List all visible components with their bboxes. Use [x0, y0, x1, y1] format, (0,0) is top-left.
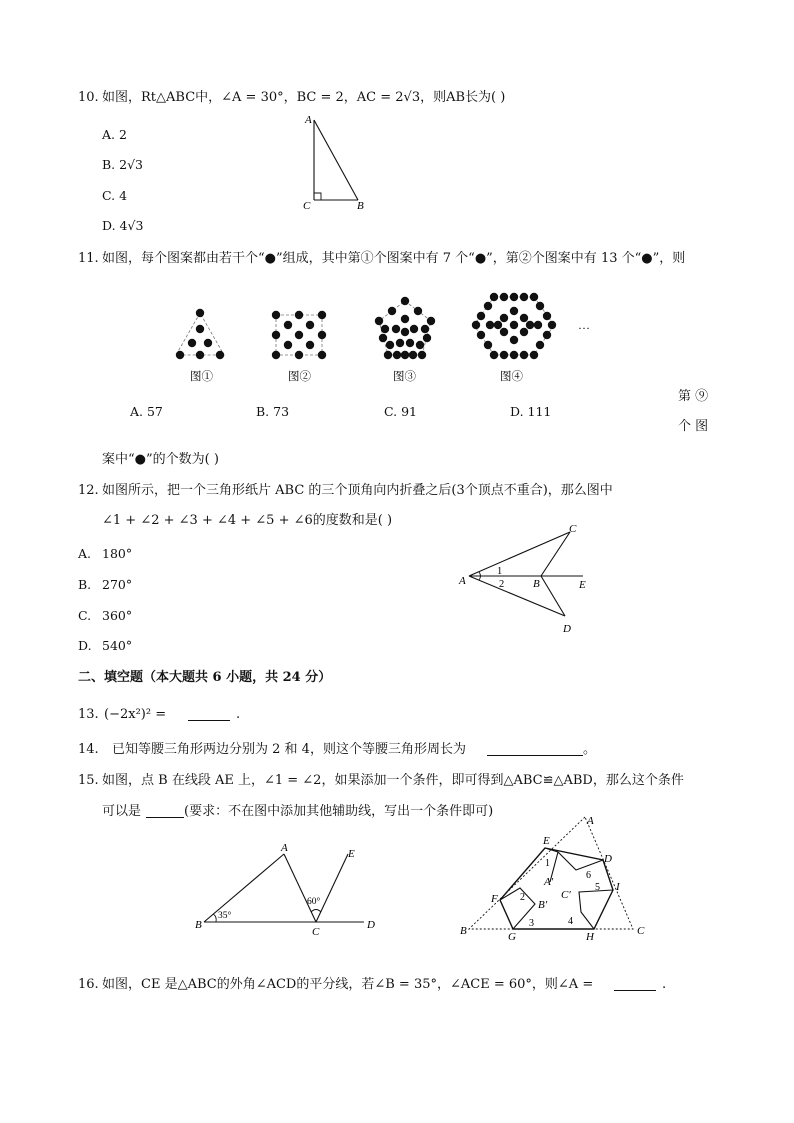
pattern-4-dot: [510, 321, 518, 329]
q12-label-c: C: [569, 523, 577, 535]
pattern-4-dot: [530, 351, 538, 359]
pattern-4-dot: [500, 328, 508, 336]
pattern-4-dot: [520, 351, 528, 359]
q16-number: 16.: [78, 977, 99, 992]
q14-stem: 已知等腰三角形两边分别为 2 和 4，则这个等腰三角形周长为: [112, 742, 466, 757]
q15-number: 15.: [78, 773, 99, 788]
q12-segment-ad: [469, 576, 565, 616]
pattern-3-dot: [401, 328, 409, 336]
pattern-4-dot: [520, 314, 528, 322]
q13-number: 13.: [78, 707, 99, 722]
q12-option-d-letter: D.: [78, 638, 92, 653]
q16-answer-blank[interactable]: [614, 977, 656, 991]
pattern-3-dot: [410, 325, 418, 333]
q10-number: 10.: [78, 90, 99, 105]
q11-stem: 如图，每个图案都由若干个“●”组成，其中第①个图案中有 7 个“●”，第②个图案中有 13 个“●”，则: [102, 251, 686, 266]
pattern-3-dot: [392, 325, 400, 333]
pattern-1-dot: [196, 351, 204, 359]
pattern-4-dot: [526, 321, 534, 329]
pattern-4-dot: [543, 312, 551, 320]
q11-side-text-2: 个 图: [678, 419, 709, 434]
q16-label-e: E: [348, 848, 355, 860]
q16-label-d: D: [367, 919, 375, 931]
q12-option-c-value: 360°: [102, 608, 133, 623]
pattern-3-dot: [393, 351, 401, 359]
q16-stem: 如图，CE 是△ABC的外角∠ACD的平分线，若∠B = 35°，∠ACE = 60°，则∠A =: [102, 977, 594, 992]
q10-label-a: A: [305, 114, 312, 126]
q16-end-mark: .: [662, 977, 667, 992]
fold-angle-5: 5: [595, 882, 600, 893]
q12-option-b-letter: B.: [78, 577, 92, 592]
q13-end-mark: .: [236, 707, 241, 722]
q12-number: 12.: [78, 483, 99, 498]
q12-label-1: 1: [497, 566, 503, 577]
q10-option-a: A. 2: [102, 127, 127, 142]
pattern-2-dot: [272, 351, 280, 359]
q12-label-e: E: [579, 579, 586, 591]
fold-label-i: I: [616, 881, 620, 893]
pattern-4-dot: [490, 351, 498, 359]
pattern-4-dot: [484, 341, 492, 349]
pattern-3-dot: [375, 317, 383, 325]
fold-angle-4: 4: [568, 916, 573, 927]
pattern-1-dot: [176, 351, 184, 359]
pattern-4-dot: [477, 312, 485, 320]
pattern-4-dot: [510, 351, 518, 359]
q10-stem: 如图，Rt△ABC中，∠A = 30°，BC = 2，AC = 2√3，则AB长为( ): [102, 90, 506, 105]
q11-option-d: D. 111: [510, 404, 552, 419]
q15-answer-blank[interactable]: [146, 804, 184, 818]
fold-angle-1: 1: [545, 858, 550, 869]
pattern-3-dot: [388, 307, 396, 315]
pattern-4-dot: [548, 321, 556, 329]
pattern-4-dot: [520, 293, 528, 301]
q16-label-b: B: [195, 919, 202, 931]
pattern-3-dot: [384, 351, 392, 359]
pattern-4-dot: [500, 293, 508, 301]
pattern-4-dot: [536, 302, 544, 310]
pattern-3-dot: [401, 351, 409, 359]
q12-option-c-letter: C.: [78, 608, 92, 623]
q13-answer-blank[interactable]: [188, 707, 230, 721]
pattern-2-dot: [295, 311, 303, 319]
fold-label-h: H: [586, 931, 594, 940]
pattern-2-dot: [318, 331, 326, 339]
q11-caption-4: 图④: [500, 371, 523, 383]
q11-stem-continuation: 案中“●”的个数为( ): [102, 452, 219, 467]
fold-angle-2: 2: [520, 892, 525, 903]
pattern-4-dot: [534, 321, 542, 329]
pattern-3-dot: [401, 315, 409, 323]
q11-caption-2: 图②: [288, 371, 311, 383]
q16-label-c: C: [312, 926, 320, 938]
pattern-3-dot: [409, 351, 417, 359]
q13-expression: (−2x²)² =: [104, 707, 167, 722]
q12-option-a-value: 180°: [102, 546, 133, 561]
pattern-4-dot: [536, 341, 544, 349]
q11-option-a: A. 57: [130, 404, 163, 419]
q15-stem-line2-pre: 可以是: [102, 804, 142, 819]
q11-side-text-1: 第 ⑨: [678, 389, 709, 404]
pattern-3-dot: [406, 339, 414, 347]
q12-stem-line1: 如图所示，把一个三角形纸片 ABC 的三个顶角向内折叠之后(3个顶点不重合)，那么图中: [102, 483, 613, 498]
pattern-3-dot: [401, 297, 409, 305]
pattern-4-dot: [543, 331, 551, 339]
pattern-3-dot: [396, 339, 404, 347]
fold-angle-3: 3: [529, 918, 534, 929]
q10-right-angle-mark: [314, 193, 321, 200]
pattern-4-dot: [490, 293, 498, 301]
pattern-3-dot: [386, 341, 394, 349]
fold-label-g: G: [508, 931, 516, 940]
q11-caption-1: 图①: [190, 371, 213, 383]
pattern-1-dot: [204, 339, 212, 347]
pattern-4-dot: [510, 336, 518, 344]
fold-label-a: A: [587, 815, 594, 827]
q12-option-a-letter: A.: [78, 546, 92, 561]
q10-option-d: D. 4√3: [102, 218, 144, 233]
q10-option-b: B. 2√3: [102, 157, 144, 172]
section-2-heading: 二、填空题（本大题共 6 小题，共 24 分）: [78, 670, 332, 685]
pattern-1-dot: [188, 339, 196, 347]
q15-stem-line2-post: (要求：不在图中添加其他辅助线，写出一个条件即可): [184, 804, 494, 819]
q14-end-mark: 。: [583, 742, 597, 757]
pattern-2-dot: [306, 321, 314, 329]
q11-dot-pattern-figure: [160, 285, 600, 385]
fold-flap-c: [579, 890, 613, 929]
pattern-2-dot: [318, 351, 326, 359]
fold-label-c: C: [637, 925, 645, 937]
q10-right-triangle-figure: [296, 110, 376, 215]
q12-stem-line2: ∠1 + ∠2 + ∠3 + ∠4 + ∠5 + ∠6的度数和是( ): [102, 513, 393, 528]
pattern-2-dot: [284, 341, 292, 349]
pattern-3-dot: [381, 325, 389, 333]
pattern-3-dot: [414, 307, 422, 315]
fold-label-b: B: [460, 925, 467, 937]
q16-angle-ace-arc: [311, 910, 321, 913]
pattern-2-dot: [295, 331, 303, 339]
fold-label-b-prime: B′: [538, 899, 548, 911]
q16-angle-ace-value: 60°: [307, 897, 321, 907]
pattern-1-dot: [196, 325, 204, 333]
pattern-4-dot: [510, 307, 518, 315]
pattern-4-dot: [494, 321, 502, 329]
pattern-1-outline: [176, 313, 224, 355]
fold-original-triangle: [469, 817, 633, 929]
q16-exterior-angle-figure: [192, 840, 392, 940]
q10-label-b: B: [357, 200, 364, 212]
q15-stem-line1: 如图，点 B 在线段 AE 上，∠1 = ∠2，如果添加一个条件，即可得到△ABC≌△ABD，那么这个条件: [102, 773, 684, 788]
pattern-2-dot: [295, 351, 303, 359]
pattern-2-dot: [306, 341, 314, 349]
fold-label-f: F: [491, 893, 498, 905]
fold-label-c-prime: C′: [561, 889, 571, 901]
q14-answer-blank[interactable]: [487, 742, 583, 756]
pattern-3-dot: [379, 334, 387, 342]
pattern-3-dot: [427, 317, 435, 325]
pattern-3-dot: [421, 325, 429, 333]
fold-label-e: E: [543, 835, 550, 847]
pattern-3-dot: [418, 351, 426, 359]
pattern-4-dot: [530, 293, 538, 301]
q10-side-ab: [314, 120, 358, 200]
pattern-4-dot: [486, 321, 494, 329]
pattern-4-dot: [500, 314, 508, 322]
q12-label-d: D: [563, 623, 571, 635]
q11-option-b: B. 73: [256, 404, 290, 419]
pattern-3-dot: [423, 334, 431, 342]
q10-label-c: C: [303, 200, 311, 212]
fold-label-d: D: [604, 853, 612, 865]
q16-label-a: A: [281, 842, 288, 854]
pattern-4-dot: [510, 293, 518, 301]
q16-angle-b-value: 35°: [218, 911, 232, 921]
pattern-2-dot: [284, 321, 292, 329]
q12-label-b: B: [533, 578, 540, 590]
q10-option-c: C. 4: [102, 188, 128, 203]
pattern-2-dot: [272, 311, 280, 319]
pattern-2-dot: [272, 331, 280, 339]
q11-number: 11.: [78, 251, 99, 266]
fold-angle-6: 6: [586, 870, 591, 881]
pattern-4-dot: [484, 302, 492, 310]
q12-segment-bd: [541, 576, 565, 616]
q12-label-2: 2: [499, 579, 505, 590]
q12-folding-figure: [455, 812, 660, 940]
q14-number: 14.: [78, 742, 99, 757]
q11-ellipsis: …: [578, 318, 590, 332]
q16-segment-ba: [204, 854, 284, 922]
q12-option-b-value: 270°: [102, 577, 133, 592]
fold-label-a-prime: A′: [544, 876, 554, 888]
q11-caption-3: 图③: [393, 371, 416, 383]
q16-angle-b-arc: [213, 914, 216, 922]
pattern-1-dot: [216, 351, 224, 359]
q11-option-c: C. 91: [384, 404, 417, 419]
pattern-4-dot: [477, 331, 485, 339]
q12-option-d-value: 540°: [102, 638, 133, 653]
pattern-4-dot: [520, 328, 528, 336]
q12-label-a: A: [459, 575, 466, 587]
pattern-4-dot: [472, 321, 480, 329]
pattern-3-dot: [416, 341, 424, 349]
pattern-1-dot: [196, 309, 204, 317]
pattern-4-dot: [500, 351, 508, 359]
pattern-2-dot: [318, 311, 326, 319]
q12-kite-figure: [455, 520, 600, 640]
